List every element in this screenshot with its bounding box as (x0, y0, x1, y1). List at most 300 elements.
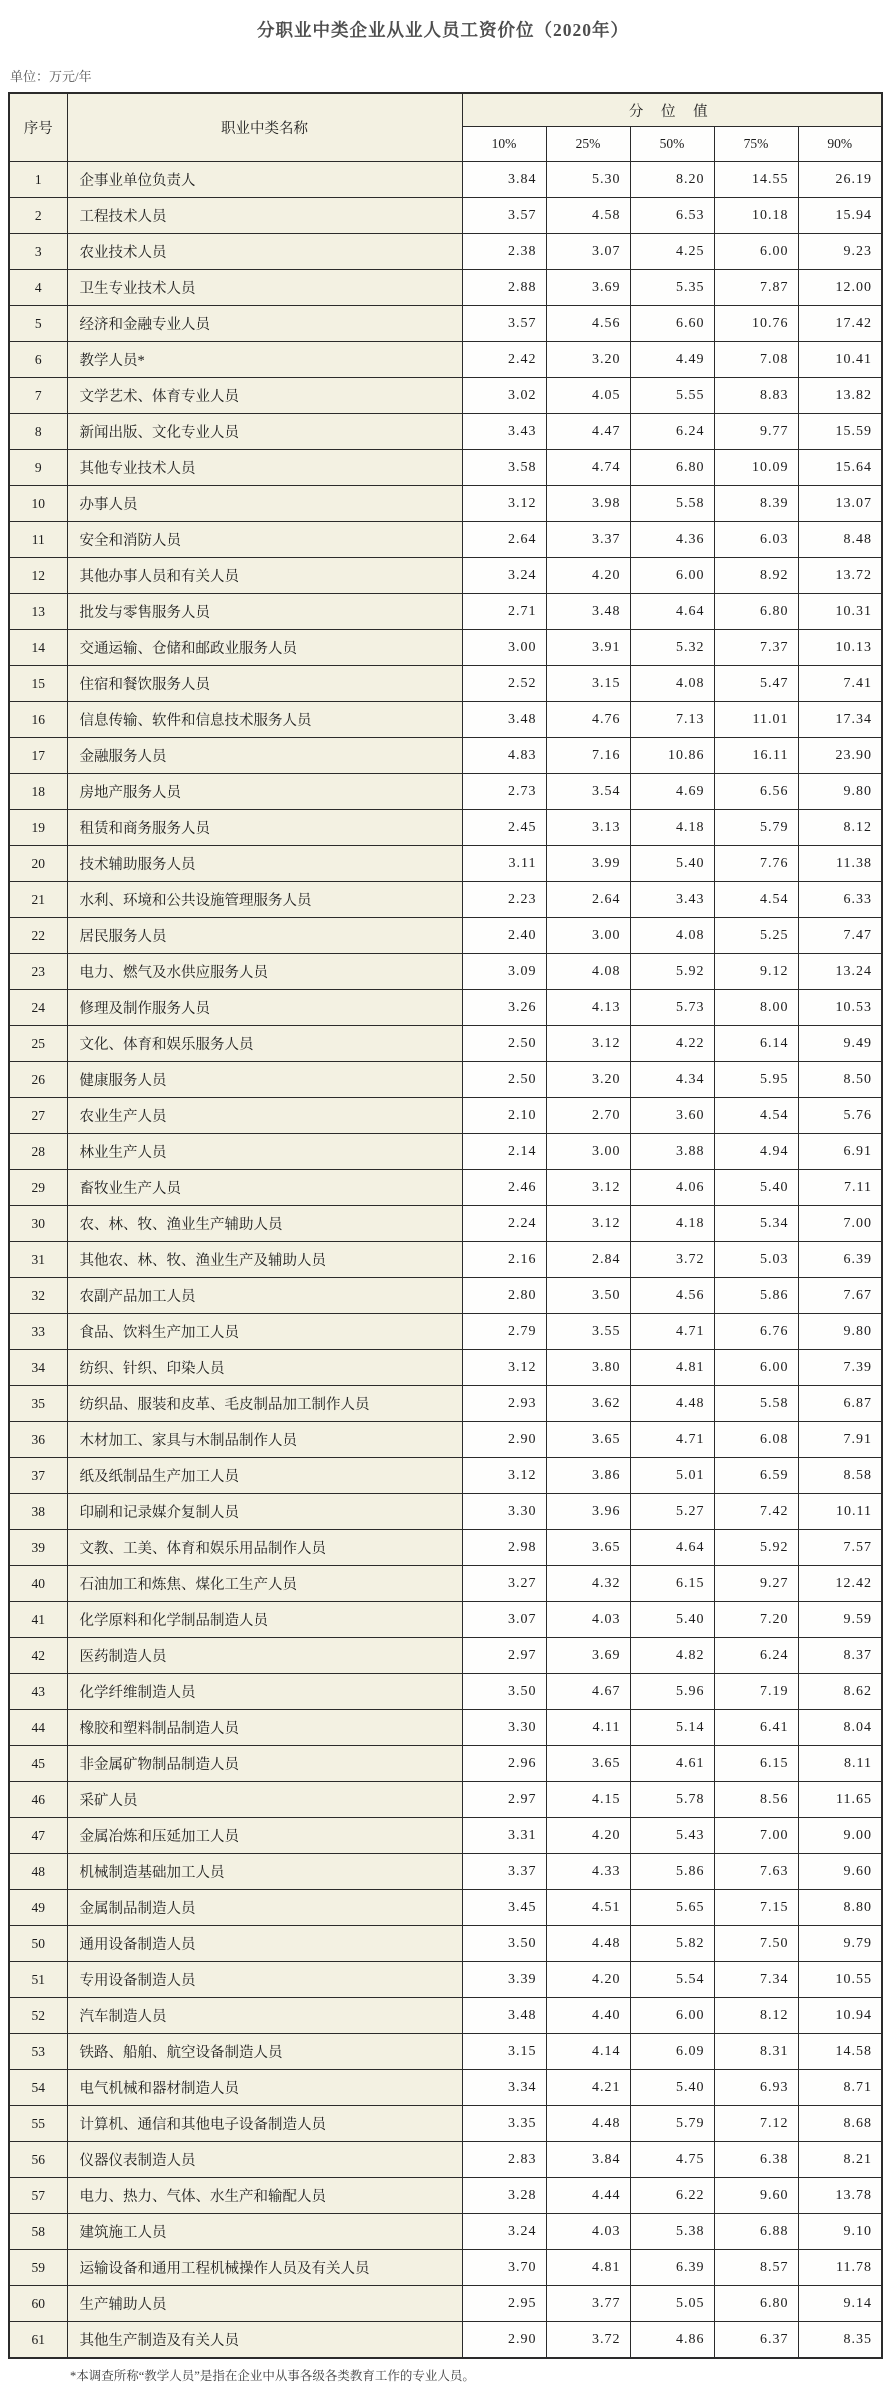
value-cell-p25: 3.54 (546, 774, 630, 810)
value-cell-p75: 7.37 (714, 630, 798, 666)
value-cell-p75: 5.03 (714, 1242, 798, 1278)
occupation-name-cell: 运输设备和通用工程机械操作人员及有关人员 (67, 2250, 462, 2286)
row-index-cell: 60 (9, 2286, 67, 2322)
value-cell-p10: 2.93 (462, 1386, 546, 1422)
value-cell-p75: 5.92 (714, 1530, 798, 1566)
value-cell-p75: 5.40 (714, 1170, 798, 1206)
value-cell-p25: 3.96 (546, 1494, 630, 1530)
value-cell-p25: 3.07 (546, 234, 630, 270)
value-cell-p90: 13.24 (798, 954, 882, 990)
row-index-cell: 19 (9, 810, 67, 846)
value-cell-p25: 3.12 (546, 1170, 630, 1206)
value-cell-p75: 4.54 (714, 1098, 798, 1134)
column-header-p90: 90% (798, 127, 882, 162)
value-cell-p25: 2.64 (546, 882, 630, 918)
value-cell-p10: 3.70 (462, 2250, 546, 2286)
row-index-cell: 52 (9, 1998, 67, 2034)
value-cell-p10: 3.09 (462, 954, 546, 990)
value-cell-p10: 3.31 (462, 1818, 546, 1854)
occupation-name-cell: 其他专业技术人员 (67, 450, 462, 486)
value-cell-p75: 6.80 (714, 2286, 798, 2322)
value-cell-p25: 4.13 (546, 990, 630, 1026)
value-cell-p90: 11.65 (798, 1782, 882, 1818)
value-cell-p10: 2.45 (462, 810, 546, 846)
occupation-name-cell: 房地产服务人员 (67, 774, 462, 810)
value-cell-p90: 8.35 (798, 2322, 882, 2359)
row-index-cell: 28 (9, 1134, 67, 1170)
row-index-cell: 46 (9, 1782, 67, 1818)
table-row (9, 2070, 882, 2106)
value-cell-p10: 3.39 (462, 1962, 546, 1998)
row-index-cell: 39 (9, 1530, 67, 1566)
row-index-cell: 45 (9, 1746, 67, 1782)
occupation-name-cell: 印刷和记录媒介复制人员 (67, 1494, 462, 1530)
table-row (9, 162, 882, 198)
row-index-cell: 21 (9, 882, 67, 918)
value-cell-p10: 3.28 (462, 2178, 546, 2214)
occupation-name-cell: 通用设备制造人员 (67, 1926, 462, 1962)
value-cell-p25: 3.13 (546, 810, 630, 846)
value-cell-p90: 8.62 (798, 1674, 882, 1710)
column-header-p25: 25% (546, 127, 630, 162)
row-index-cell: 59 (9, 2250, 67, 2286)
row-index-cell: 34 (9, 1350, 67, 1386)
value-cell-p50: 5.92 (630, 954, 714, 990)
value-cell-p10: 3.57 (462, 306, 546, 342)
row-index-cell: 30 (9, 1206, 67, 1242)
value-cell-p10: 3.26 (462, 990, 546, 1026)
table-row (9, 1386, 882, 1422)
value-cell-p10: 2.46 (462, 1170, 546, 1206)
value-cell-p25: 3.98 (546, 486, 630, 522)
value-cell-p25: 3.86 (546, 1458, 630, 1494)
value-cell-p90: 9.80 (798, 1314, 882, 1350)
table-row (9, 1962, 882, 1998)
row-index-cell: 50 (9, 1926, 67, 1962)
table-row (9, 774, 882, 810)
value-cell-p25: 4.08 (546, 954, 630, 990)
value-cell-p50: 4.61 (630, 1746, 714, 1782)
row-index-cell: 24 (9, 990, 67, 1026)
value-cell-p10: 2.64 (462, 522, 546, 558)
value-cell-p90: 23.90 (798, 738, 882, 774)
value-cell-p50: 6.09 (630, 2034, 714, 2070)
value-cell-p10: 3.15 (462, 2034, 546, 2070)
value-cell-p50: 6.00 (630, 558, 714, 594)
value-cell-p25: 3.12 (546, 1026, 630, 1062)
row-index-cell: 15 (9, 666, 67, 702)
value-cell-p50: 4.22 (630, 1026, 714, 1062)
row-index-cell: 8 (9, 414, 67, 450)
value-cell-p75: 6.00 (714, 234, 798, 270)
row-index-cell: 22 (9, 918, 67, 954)
value-cell-p90: 10.13 (798, 630, 882, 666)
occupation-name-cell: 电力、燃气及水供应服务人员 (67, 954, 462, 990)
row-index-cell: 56 (9, 2142, 67, 2178)
occupation-name-cell: 生产辅助人员 (67, 2286, 462, 2322)
value-cell-p25: 3.20 (546, 1062, 630, 1098)
occupation-name-cell: 文化、体育和娱乐服务人员 (67, 1026, 462, 1062)
table-row (9, 1062, 882, 1098)
table-row (9, 1602, 882, 1638)
table-row (9, 2034, 882, 2070)
value-cell-p25: 3.48 (546, 594, 630, 630)
value-cell-p90: 7.11 (798, 1170, 882, 1206)
value-cell-p10: 2.24 (462, 1206, 546, 1242)
value-cell-p25: 3.91 (546, 630, 630, 666)
table-row (9, 1494, 882, 1530)
value-cell-p25: 3.84 (546, 2142, 630, 2178)
value-cell-p25: 4.03 (546, 2214, 630, 2250)
value-cell-p90: 17.42 (798, 306, 882, 342)
table-row (9, 630, 882, 666)
value-cell-p25: 3.62 (546, 1386, 630, 1422)
value-cell-p50: 5.54 (630, 1962, 714, 1998)
row-index-cell: 16 (9, 702, 67, 738)
value-cell-p50: 5.40 (630, 846, 714, 882)
table-row (9, 1026, 882, 1062)
value-cell-p25: 4.03 (546, 1602, 630, 1638)
value-cell-p10: 2.10 (462, 1098, 546, 1134)
value-cell-p75: 7.63 (714, 1854, 798, 1890)
value-cell-p10: 3.34 (462, 2070, 546, 2106)
occupation-name-cell: 修理及制作服务人员 (67, 990, 462, 1026)
value-cell-p25: 2.84 (546, 1242, 630, 1278)
value-cell-p75: 5.79 (714, 810, 798, 846)
table-row (9, 342, 882, 378)
value-cell-p25: 3.00 (546, 918, 630, 954)
value-cell-p50: 6.60 (630, 306, 714, 342)
occupation-name-cell: 木材加工、家具与木制品制作人员 (67, 1422, 462, 1458)
value-cell-p25: 3.80 (546, 1350, 630, 1386)
occupation-name-cell: 水利、环境和公共设施管理服务人员 (67, 882, 462, 918)
value-cell-p90: 8.71 (798, 2070, 882, 2106)
value-cell-p10: 2.96 (462, 1746, 546, 1782)
column-header-quantile-group: 分 位 值 (462, 93, 882, 127)
row-index-cell: 25 (9, 1026, 67, 1062)
table-row (9, 2214, 882, 2250)
value-cell-p25: 3.72 (546, 2322, 630, 2359)
occupation-name-cell: 农业技术人员 (67, 234, 462, 270)
value-cell-p25: 3.12 (546, 1206, 630, 1242)
value-cell-p50: 3.43 (630, 882, 714, 918)
value-cell-p10: 3.00 (462, 630, 546, 666)
row-index-cell: 36 (9, 1422, 67, 1458)
value-cell-p90: 9.14 (798, 2286, 882, 2322)
value-cell-p90: 7.41 (798, 666, 882, 702)
occupation-name-cell: 住宿和餐饮服务人员 (67, 666, 462, 702)
occupation-name-cell: 仪器仪表制造人员 (67, 2142, 462, 2178)
occupation-name-cell: 安全和消防人员 (67, 522, 462, 558)
value-cell-p50: 4.81 (630, 1350, 714, 1386)
value-cell-p75: 5.34 (714, 1206, 798, 1242)
column-header-p10: 10% (462, 127, 546, 162)
value-cell-p75: 6.56 (714, 774, 798, 810)
value-cell-p75: 5.86 (714, 1278, 798, 1314)
value-cell-p25: 4.20 (546, 1818, 630, 1854)
value-cell-p25: 4.14 (546, 2034, 630, 2070)
value-cell-p75: 9.77 (714, 414, 798, 450)
table-row (9, 846, 882, 882)
table-row (9, 558, 882, 594)
value-cell-p50: 4.64 (630, 594, 714, 630)
value-cell-p10: 3.48 (462, 1998, 546, 2034)
row-index-cell: 14 (9, 630, 67, 666)
value-cell-p10: 3.50 (462, 1674, 546, 1710)
column-header-occupation-name: 职业中类名称 (67, 93, 462, 162)
value-cell-p90: 10.55 (798, 1962, 882, 1998)
table-row (9, 1854, 882, 1890)
value-cell-p25: 4.47 (546, 414, 630, 450)
value-cell-p90: 10.94 (798, 1998, 882, 2034)
value-cell-p25: 4.40 (546, 1998, 630, 2034)
occupation-name-cell: 其他生产制造及有关人员 (67, 2322, 462, 2359)
value-cell-p90: 17.34 (798, 702, 882, 738)
occupation-name-cell: 企事业单位负责人 (67, 162, 462, 198)
value-cell-p25: 4.51 (546, 1890, 630, 1926)
table-row (9, 522, 882, 558)
value-cell-p90: 15.64 (798, 450, 882, 486)
wage-table (8, 92, 883, 2359)
row-index-cell: 48 (9, 1854, 67, 1890)
row-index-cell: 6 (9, 342, 67, 378)
value-cell-p75: 7.87 (714, 270, 798, 306)
value-cell-p50: 8.20 (630, 162, 714, 198)
occupation-name-cell: 铁路、船舶、航空设备制造人员 (67, 2034, 462, 2070)
row-index-cell: 44 (9, 1710, 67, 1746)
value-cell-p90: 9.59 (798, 1602, 882, 1638)
value-cell-p50: 7.13 (630, 702, 714, 738)
value-cell-p75: 8.56 (714, 1782, 798, 1818)
value-cell-p50: 5.73 (630, 990, 714, 1026)
occupation-name-cell: 非金属矿物制品制造人员 (67, 1746, 462, 1782)
value-cell-p90: 6.91 (798, 1134, 882, 1170)
table-row (9, 1674, 882, 1710)
table-row (9, 702, 882, 738)
table-row (9, 1458, 882, 1494)
table-row (9, 1278, 882, 1314)
value-cell-p25: 7.16 (546, 738, 630, 774)
table-row (9, 1746, 882, 1782)
value-cell-p10: 3.45 (462, 1890, 546, 1926)
value-cell-p50: 4.08 (630, 666, 714, 702)
row-index-cell: 41 (9, 1602, 67, 1638)
value-cell-p50: 6.15 (630, 1566, 714, 1602)
table-row (9, 450, 882, 486)
value-cell-p90: 11.78 (798, 2250, 882, 2286)
value-cell-p50: 5.14 (630, 1710, 714, 1746)
table-row (9, 918, 882, 954)
value-cell-p50: 5.79 (630, 2106, 714, 2142)
occupation-name-cell: 居民服务人员 (67, 918, 462, 954)
value-cell-p75: 7.19 (714, 1674, 798, 1710)
occupation-name-cell: 文教、工美、体育和娱乐用品制作人员 (67, 1530, 462, 1566)
row-index-cell: 58 (9, 2214, 67, 2250)
wage-table-body (9, 162, 882, 2359)
occupation-name-cell: 畜牧业生产人员 (67, 1170, 462, 1206)
value-cell-p90: 12.42 (798, 1566, 882, 1602)
row-index-cell: 31 (9, 1242, 67, 1278)
value-cell-p75: 8.92 (714, 558, 798, 594)
value-cell-p90: 9.79 (798, 1926, 882, 1962)
occupation-name-cell: 专用设备制造人员 (67, 1962, 462, 1998)
value-cell-p90: 13.78 (798, 2178, 882, 2214)
occupation-name-cell: 化学原料和化学制品制造人员 (67, 1602, 462, 1638)
value-cell-p50: 4.71 (630, 1314, 714, 1350)
row-index-cell: 29 (9, 1170, 67, 1206)
row-index-cell: 43 (9, 1674, 67, 1710)
table-header (9, 93, 882, 162)
value-cell-p90: 6.33 (798, 882, 882, 918)
value-cell-p75: 9.60 (714, 2178, 798, 2214)
value-cell-p75: 10.18 (714, 198, 798, 234)
value-cell-p10: 3.12 (462, 486, 546, 522)
value-cell-p10: 2.38 (462, 234, 546, 270)
occupation-name-cell: 工程技术人员 (67, 198, 462, 234)
value-cell-p10: 3.12 (462, 1458, 546, 1494)
value-cell-p50: 6.00 (630, 1998, 714, 2034)
occupation-name-cell: 金属冶炼和压延加工人员 (67, 1818, 462, 1854)
table-row (9, 738, 882, 774)
value-cell-p50: 4.71 (630, 1422, 714, 1458)
value-cell-p75: 7.34 (714, 1962, 798, 1998)
table-row (9, 1782, 882, 1818)
value-cell-p75: 8.00 (714, 990, 798, 1026)
value-cell-p90: 5.76 (798, 1098, 882, 1134)
value-cell-p50: 5.86 (630, 1854, 714, 1890)
table-row (9, 2142, 882, 2178)
value-cell-p90: 10.11 (798, 1494, 882, 1530)
value-cell-p90: 7.00 (798, 1206, 882, 1242)
row-index-cell: 9 (9, 450, 67, 486)
row-index-cell: 7 (9, 378, 67, 414)
value-cell-p90: 9.80 (798, 774, 882, 810)
value-cell-p50: 3.88 (630, 1134, 714, 1170)
value-cell-p25: 3.65 (546, 1422, 630, 1458)
value-cell-p75: 8.31 (714, 2034, 798, 2070)
value-cell-p90: 13.82 (798, 378, 882, 414)
value-cell-p25: 3.50 (546, 1278, 630, 1314)
value-cell-p90: 10.53 (798, 990, 882, 1026)
value-cell-p10: 2.42 (462, 342, 546, 378)
value-cell-p50: 4.06 (630, 1170, 714, 1206)
table-row (9, 378, 882, 414)
value-cell-p50: 10.86 (630, 738, 714, 774)
table-row (9, 2286, 882, 2322)
occupation-name-cell: 批发与零售服务人员 (67, 594, 462, 630)
value-cell-p25: 3.77 (546, 2286, 630, 2322)
row-index-cell: 13 (9, 594, 67, 630)
occupation-name-cell: 电气机械和器材制造人员 (67, 2070, 462, 2106)
value-cell-p75: 6.38 (714, 2142, 798, 2178)
table-row (9, 1998, 882, 2034)
value-cell-p90: 26.19 (798, 162, 882, 198)
page-title: 分职业中类企业从业人员工资价位（2020年） (257, 20, 629, 40)
value-cell-p25: 3.69 (546, 1638, 630, 1674)
occupation-name-cell: 纸及纸制品生产加工人员 (67, 1458, 462, 1494)
value-cell-p90: 9.10 (798, 2214, 882, 2250)
occupation-name-cell: 橡胶和塑料制品制造人员 (67, 1710, 462, 1746)
value-cell-p90: 13.72 (798, 558, 882, 594)
row-index-cell: 26 (9, 1062, 67, 1098)
value-cell-p50: 4.56 (630, 1278, 714, 1314)
row-index-cell: 3 (9, 234, 67, 270)
value-cell-p75: 8.83 (714, 378, 798, 414)
occupation-name-cell: 金融服务人员 (67, 738, 462, 774)
occupation-name-cell: 租赁和商务服务人员 (67, 810, 462, 846)
table-row (9, 234, 882, 270)
value-cell-p90: 8.37 (798, 1638, 882, 1674)
value-cell-p90: 10.41 (798, 342, 882, 378)
value-cell-p10: 3.30 (462, 1710, 546, 1746)
occupation-name-cell: 教学人员* (67, 342, 462, 378)
value-cell-p90: 9.23 (798, 234, 882, 270)
value-cell-p75: 9.12 (714, 954, 798, 990)
value-cell-p90: 8.50 (798, 1062, 882, 1098)
value-cell-p25: 4.05 (546, 378, 630, 414)
value-cell-p50: 5.96 (630, 1674, 714, 1710)
value-cell-p50: 4.08 (630, 918, 714, 954)
value-cell-p90: 9.49 (798, 1026, 882, 1062)
table-row (9, 2106, 882, 2142)
value-cell-p50: 6.39 (630, 2250, 714, 2286)
table-row (9, 990, 882, 1026)
column-header-p50: 50% (630, 127, 714, 162)
value-cell-p50: 5.32 (630, 630, 714, 666)
value-cell-p10: 3.84 (462, 162, 546, 198)
table-row (9, 810, 882, 846)
row-index-cell: 12 (9, 558, 67, 594)
unit-label: 单位：万元/年 (10, 69, 92, 84)
value-cell-p90: 8.21 (798, 2142, 882, 2178)
value-cell-p90: 8.58 (798, 1458, 882, 1494)
occupation-name-cell: 其他办事人员和有关人员 (67, 558, 462, 594)
value-cell-p25: 2.70 (546, 1098, 630, 1134)
value-cell-p25: 4.76 (546, 702, 630, 738)
value-cell-p90: 8.68 (798, 2106, 882, 2142)
value-cell-p10: 3.27 (462, 1566, 546, 1602)
table-row (9, 1134, 882, 1170)
row-index-cell: 51 (9, 1962, 67, 1998)
value-cell-p10: 2.50 (462, 1062, 546, 1098)
occupation-name-cell: 新闻出版、文化专业人员 (67, 414, 462, 450)
value-cell-p50: 5.65 (630, 1890, 714, 1926)
value-cell-p50: 6.53 (630, 198, 714, 234)
row-index-cell: 1 (9, 162, 67, 198)
value-cell-p90: 15.94 (798, 198, 882, 234)
row-index-cell: 49 (9, 1890, 67, 1926)
value-cell-p25: 4.58 (546, 198, 630, 234)
value-cell-p25: 4.67 (546, 1674, 630, 1710)
table-row (9, 1818, 882, 1854)
value-cell-p90: 8.04 (798, 1710, 882, 1746)
value-cell-p25: 4.81 (546, 2250, 630, 2286)
table-row (9, 1638, 882, 1674)
value-cell-p50: 5.78 (630, 1782, 714, 1818)
value-cell-p10: 2.52 (462, 666, 546, 702)
row-index-cell: 17 (9, 738, 67, 774)
table-row (9, 882, 882, 918)
value-cell-p50: 3.60 (630, 1098, 714, 1134)
value-cell-p75: 11.01 (714, 702, 798, 738)
column-header-p75: 75% (714, 127, 798, 162)
value-cell-p50: 4.82 (630, 1638, 714, 1674)
table-row (9, 1242, 882, 1278)
value-cell-p50: 4.18 (630, 1206, 714, 1242)
value-cell-p50: 4.69 (630, 774, 714, 810)
value-cell-p75: 7.15 (714, 1890, 798, 1926)
row-index-cell: 23 (9, 954, 67, 990)
